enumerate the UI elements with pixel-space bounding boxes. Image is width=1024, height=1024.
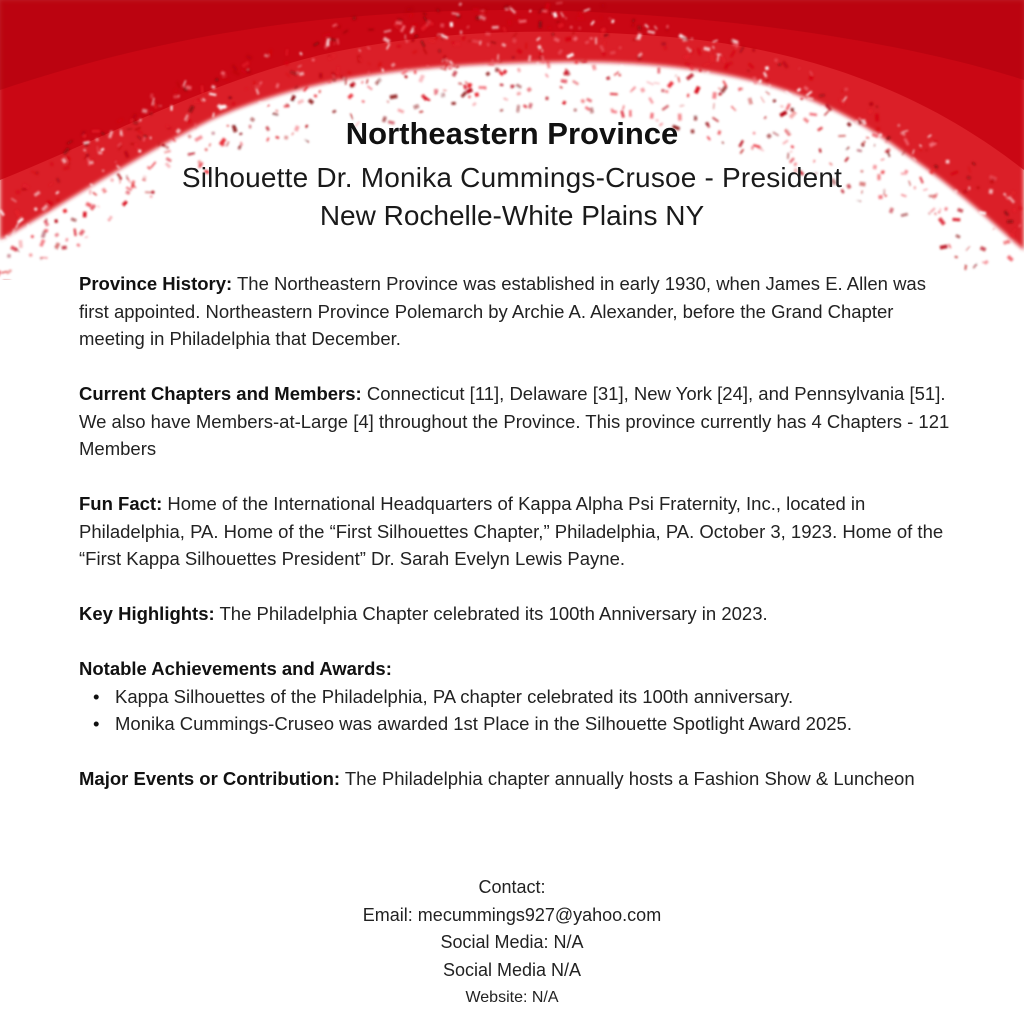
location-line: New Rochelle-White Plains NY	[319, 200, 705, 231]
contact-social-media-2: Social Media N/A	[442, 959, 582, 980]
contact-website: Website: N/A	[465, 989, 559, 1006]
section-major-events	[79, 765, 959, 793]
section-text: The Northeastern Province was established in early 1930, when James E. Allen was first appointed. Northeastern Province Polemarch by Archie A. Alexander, before the Grand Chapter meeting in Philadelphia that December.	[79, 273, 926, 349]
section-province-history	[79, 270, 959, 353]
section-text: The Philadelphia chapter annually hosts a Fashion Show & Luncheon	[340, 768, 915, 789]
contact-social-media: Social Media: N/A	[440, 932, 584, 952]
section-text: Connecticut [11], Delaware [31], New York [24], and Pennsylvania [51]. We also have Members-at-Large [4] throughout the Province. This province currently has 4 Chapters - 121 Members	[79, 383, 950, 459]
section-label: Notable Achievements and Awards:	[79, 658, 392, 679]
section-label: Province History:	[79, 273, 233, 294]
section-text: The Philadelphia Chapter celebrated its 100th Anniversary in 2023.	[214, 603, 768, 624]
list-item: • Monika Cummings-Cruseo was awarded 1st Place in the Silhouette Spotlight Award 2025.	[115, 710, 959, 738]
awards-list	[79, 683, 959, 738]
section-current-chapters	[79, 380, 959, 463]
section-fun-fact	[79, 490, 959, 573]
contact-email: Email: mecummings927@yahoo.com	[362, 904, 662, 925]
section-key-highlights	[79, 600, 959, 628]
section-achievements	[79, 655, 959, 738]
section-label: Fun Fact:	[79, 493, 163, 514]
contact-heading: Contact:	[478, 877, 546, 897]
province-content	[79, 270, 959, 793]
section-text: Home of the International Headquarters of Kappa Alpha Psi Fraternity, Inc., located in Philadelphia, PA. Home of the “First Silhouettes Chapter,” Philadelphia, PA. October 3, 1923. Home of the “First Kappa Silhouettes President” Dr. Sarah Evelyn Lewis Payne.	[79, 493, 944, 569]
section-label: Major Events or Contribution:	[79, 768, 341, 789]
contact-block	[0, 874, 1024, 1012]
section-label: Current Chapters and Members:	[79, 383, 362, 404]
page-title: Northeastern Province	[345, 116, 679, 151]
president-subtitle: Silhouette Dr. Monika Cummings-Crusoe - President	[181, 162, 843, 193]
section-label: Key Highlights:	[79, 603, 215, 624]
list-item: • Kappa Silhouettes of the Philadelphia, PA chapter celebrated its 100th anniversary.	[115, 683, 959, 711]
